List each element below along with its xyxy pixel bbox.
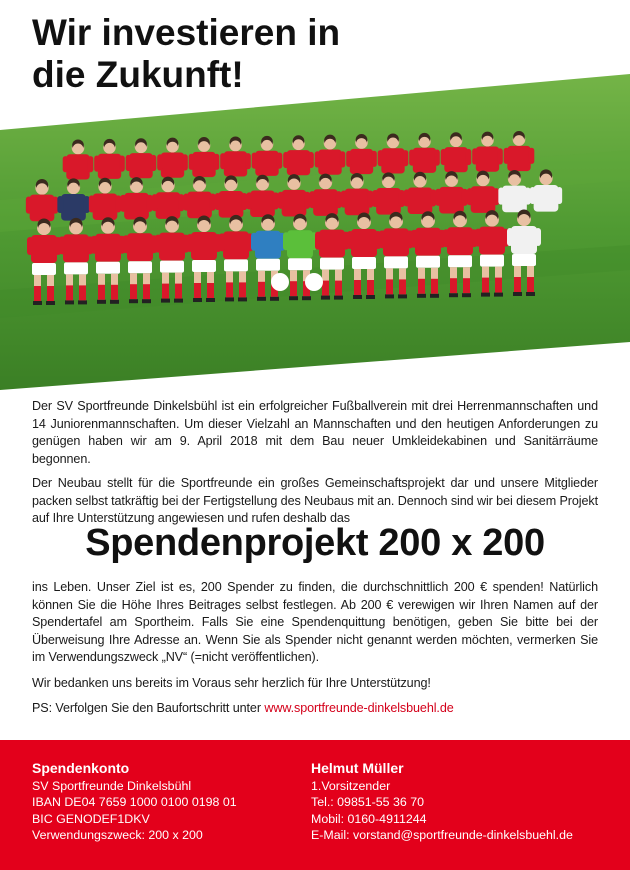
body-paragraph-1: ins Leben. Unser Ziel ist es, 200 Spender zu finden, die durchschnittlich 200 € spenden! Natürlich können Sie die Höhe Ihres Beitrages selbst festlegen. Ab 200 € verewigen wir Ihren Namen auf der Spendertafel am Sportheim. Falls Sie eine Spendenquittung benötigen, geben Sie bitte bei der Überweisung Ihre Adresse an. Wenn Sie als Spender nicht genannt werden möchten, vermerken Sie im Verwendungszweck „NV“ (=nicht veröffentlichen). — [32, 580, 598, 664]
bic: BIC GENODEF1DKV — [32, 811, 150, 826]
project-title: Spendenprojekt 200 x 200 — [85, 522, 545, 564]
contact-name: Helmut Müller — [311, 760, 404, 776]
team-photo — [0, 60, 630, 390]
headline-line-1: Wir investieren in — [32, 12, 341, 53]
account-holder: SV Sportfreunde Dinkelsbühl — [32, 778, 192, 793]
donation-account — [32, 760, 237, 844]
iban: IBAN DE04 7659 1000 0100 0198 01 — [32, 795, 237, 810]
payment-reference: Verwendungszweck: 200 x 200 — [32, 828, 203, 843]
headline-line-2: die Zukunft! — [32, 54, 244, 95]
footer-banner — [0, 740, 630, 870]
contact-role: 1.Vorsitzender — [311, 778, 391, 793]
intro-paragraph-2: Der Neubau stellt für die Sportfreunde ein großes Gemeinschaftsprojekt dar und unsere Mitglieder packen selbst tatkräftig bei der Fertigstellung des Neubaus mit an. Dennoch sind wir bei diesem Projekt auf Ihre Unterstützung angewiesen und rufen deshalb das — [32, 476, 598, 525]
body-paragraph-2: Wir bedanken uns bereits im Voraus sehr herzlich für Ihre Unterstützung! — [32, 675, 431, 690]
contact-phone: Tel.: 09851-55 36 70 — [311, 795, 424, 810]
contact-email[interactable]: E-Mail: vorstand@sportfreunde-dinkelsbuehl.de — [311, 828, 573, 843]
donation-account-heading: Spendenkonto — [32, 760, 130, 776]
website-link[interactable]: www.sportfreunde-dinkelsbuehl.de — [264, 701, 454, 715]
ps-prefix: PS: Verfolgen Sie den Baufortschritt unter — [32, 701, 265, 715]
ps-paragraph — [32, 700, 598, 718]
intro-text — [32, 398, 598, 535]
contact-person — [311, 760, 573, 844]
intro-paragraph-1: Der SV Sportfreunde Dinkelsbühl ist ein erfolgreicher Fußballverein mit drei Herrenmannschaften und 14 Juniorenmannschaften. Um dieser Vielzahl an Mannschaften und den heutigen Anforderungen zu genügen haben wir am 9. April 2018 mit dem Bau neuer Umkleidekabinen und Sanitärräume begonnen. — [32, 399, 598, 466]
contact-mobile: Mobil: 0160-4911244 — [311, 811, 427, 826]
body-text — [32, 579, 598, 726]
